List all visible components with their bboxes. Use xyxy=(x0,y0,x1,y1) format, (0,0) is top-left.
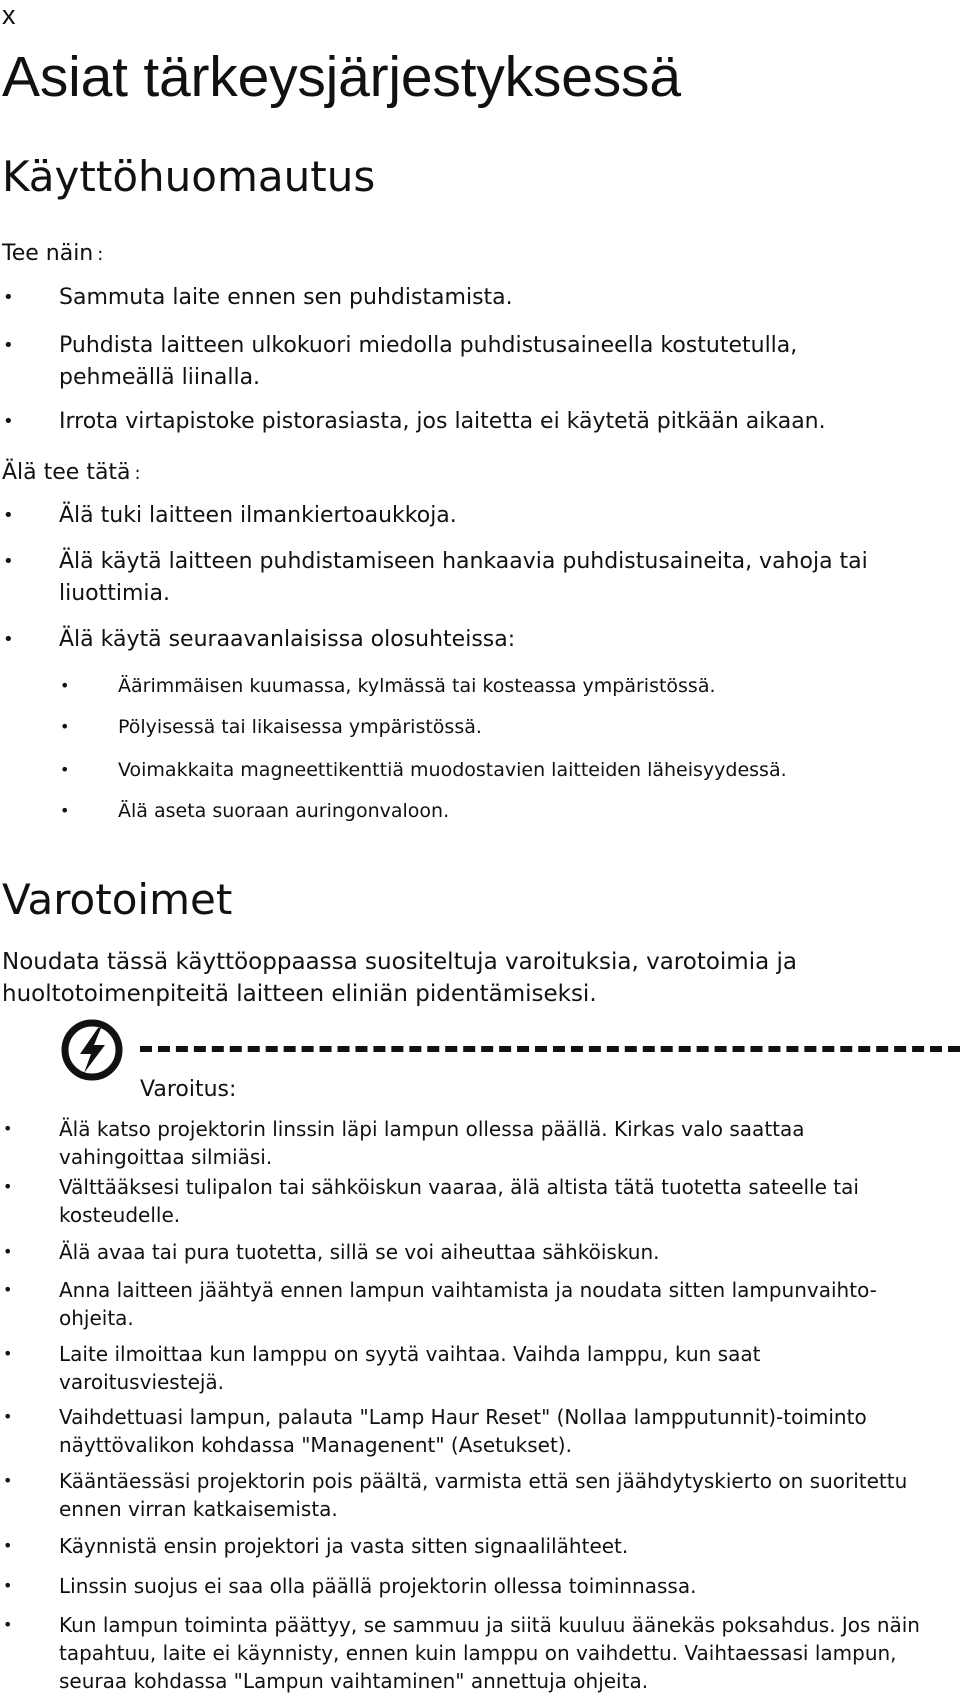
list-item: • Älä katso projektorin linssin läpi lampun ollessa päällä. Kirkas valo saattaa vahingoittaa silmiäsi. xyxy=(3,1117,805,1169)
list-item: • Älä avaa tai pura tuotetta, sillä se voi aiheuttaa sähköiskun. xyxy=(3,1240,660,1264)
bullet-icon: • xyxy=(3,1242,13,1261)
list-item: • Vaihdettuasi lampun, palauta "Lamp Haur Reset" (Nollaa lampputunnit)-toiminto näyttövalikon kohdassa "Managenent" (Asetukset). xyxy=(3,1405,867,1457)
bullet-icon: • xyxy=(3,1471,13,1490)
list-item: • Äärimmäisen kuumassa, kylmässä tai kosteassa ympäristössä. xyxy=(0,672,880,700)
list-item: • Linssin suojus ei saa olla päällä projektorin ollessa toiminnassa. xyxy=(3,1574,697,1598)
bullet-icon: • xyxy=(3,629,14,650)
bullet-icon: • xyxy=(3,1280,13,1299)
bullet-icon: • xyxy=(3,1177,13,1196)
lightning-warning-icon xyxy=(60,1018,124,1082)
bullet-icon: • xyxy=(3,551,14,572)
list-item: • Kääntäessäsi projektorin pois päältä, varmista että sen jäähdytyskierto on suoritettu ennen virran katkaisemista. xyxy=(3,1469,908,1521)
list-item: • Älä aseta suoraan auringonvaloon. xyxy=(0,797,880,825)
list-item: • Älä käytä laitteen puhdistamiseen hankaavia puhdistusaineita, vahoja tai liuottimia. xyxy=(0,546,910,610)
bullet-icon: • xyxy=(3,1576,13,1595)
bullet-icon: • xyxy=(60,676,70,695)
list-item: • Sammuta laite ennen sen puhdistamista. xyxy=(0,282,910,314)
bullet-icon: • xyxy=(3,287,14,308)
section-heading-precautions: Varotoimet xyxy=(2,875,233,924)
bullet-icon: • xyxy=(3,1407,13,1426)
list-item: • Laite ilmoittaa kun lamppu on syytä vaihtaa. Vaihda lamppu, kun saat varoitusviestejä. xyxy=(3,1342,761,1394)
divider xyxy=(140,1046,960,1052)
bullet-icon: • xyxy=(3,1344,13,1363)
bullet-icon: • xyxy=(3,411,14,432)
section-heading-usage: Käyttöhuomautus xyxy=(2,152,376,201)
bullet-icon: • xyxy=(3,1536,13,1555)
list-item: • Älä käytä seuraavanlaisissa olosuhteissa: xyxy=(0,624,910,656)
bullet-icon: • xyxy=(3,505,14,526)
list-item: • Puhdista laitteen ulkokuori miedolla puhdistusaineella kostutetulla, pehmeällä liinalla. xyxy=(0,330,910,394)
dont-label: Älä tee tätä : xyxy=(2,460,141,485)
bullet-icon: • xyxy=(3,335,14,356)
bullet-icon: • xyxy=(3,1615,13,1634)
list-item: • Anna laitteen jäähtyä ennen lampun vaihtamista ja noudata sitten lampunvaihto-ohjeita. xyxy=(3,1278,877,1330)
list-item: • Voimakkaita magneettikenttiä muodostavien laitteiden läheisyydessä. xyxy=(0,756,880,784)
page-title: Asiat tärkeysjärjestyksessä xyxy=(2,45,681,109)
do-label: Tee näin : xyxy=(2,241,104,266)
list-item: • Pölyisessä tai likaisessa ympäristössä. xyxy=(0,713,880,741)
list-item: • Älä tuki laitteen ilmankiertoaukkoja. xyxy=(0,500,910,532)
list-item: • Käynnistä ensin projektori ja vasta sitten signaalilähteet. xyxy=(3,1534,629,1558)
bullet-icon: • xyxy=(3,1119,13,1138)
list-item: • Irrota virtapistoke pistorasiasta, jos laitetta ei käytetä pitkään aikaan. xyxy=(0,406,910,438)
warning-label: Varoitus: xyxy=(140,1077,237,1102)
bullet-icon: • xyxy=(60,801,70,820)
list-item: • Välttääksesi tulipalon tai sähköiskun vaaraa, älä altista tätä tuotetta sateelle tai kosteudelle. xyxy=(3,1175,859,1227)
precautions-intro: Noudata tässä käyttöoppaassa suositeltuja varoituksia, varotoimia ja huoltotoimenpiteitä laitteen eliniän pidentämiseksi. xyxy=(2,949,797,1007)
page-marker: x xyxy=(2,0,16,30)
list-item: • Kun lampun toiminta päättyy, se sammuu ja siitä kuuluu äänekäs poksahdus. Jos näin tapahtuu, laite ei käynnisty, ennen kuin lamppu on vaihdettu. Vaihtaessasi lampun, seuraa kohdassa "Lampun vaihtaminen" annettuja ohjeita. xyxy=(3,1613,920,1693)
bullet-icon: • xyxy=(60,717,70,736)
bullet-icon: • xyxy=(60,760,70,779)
